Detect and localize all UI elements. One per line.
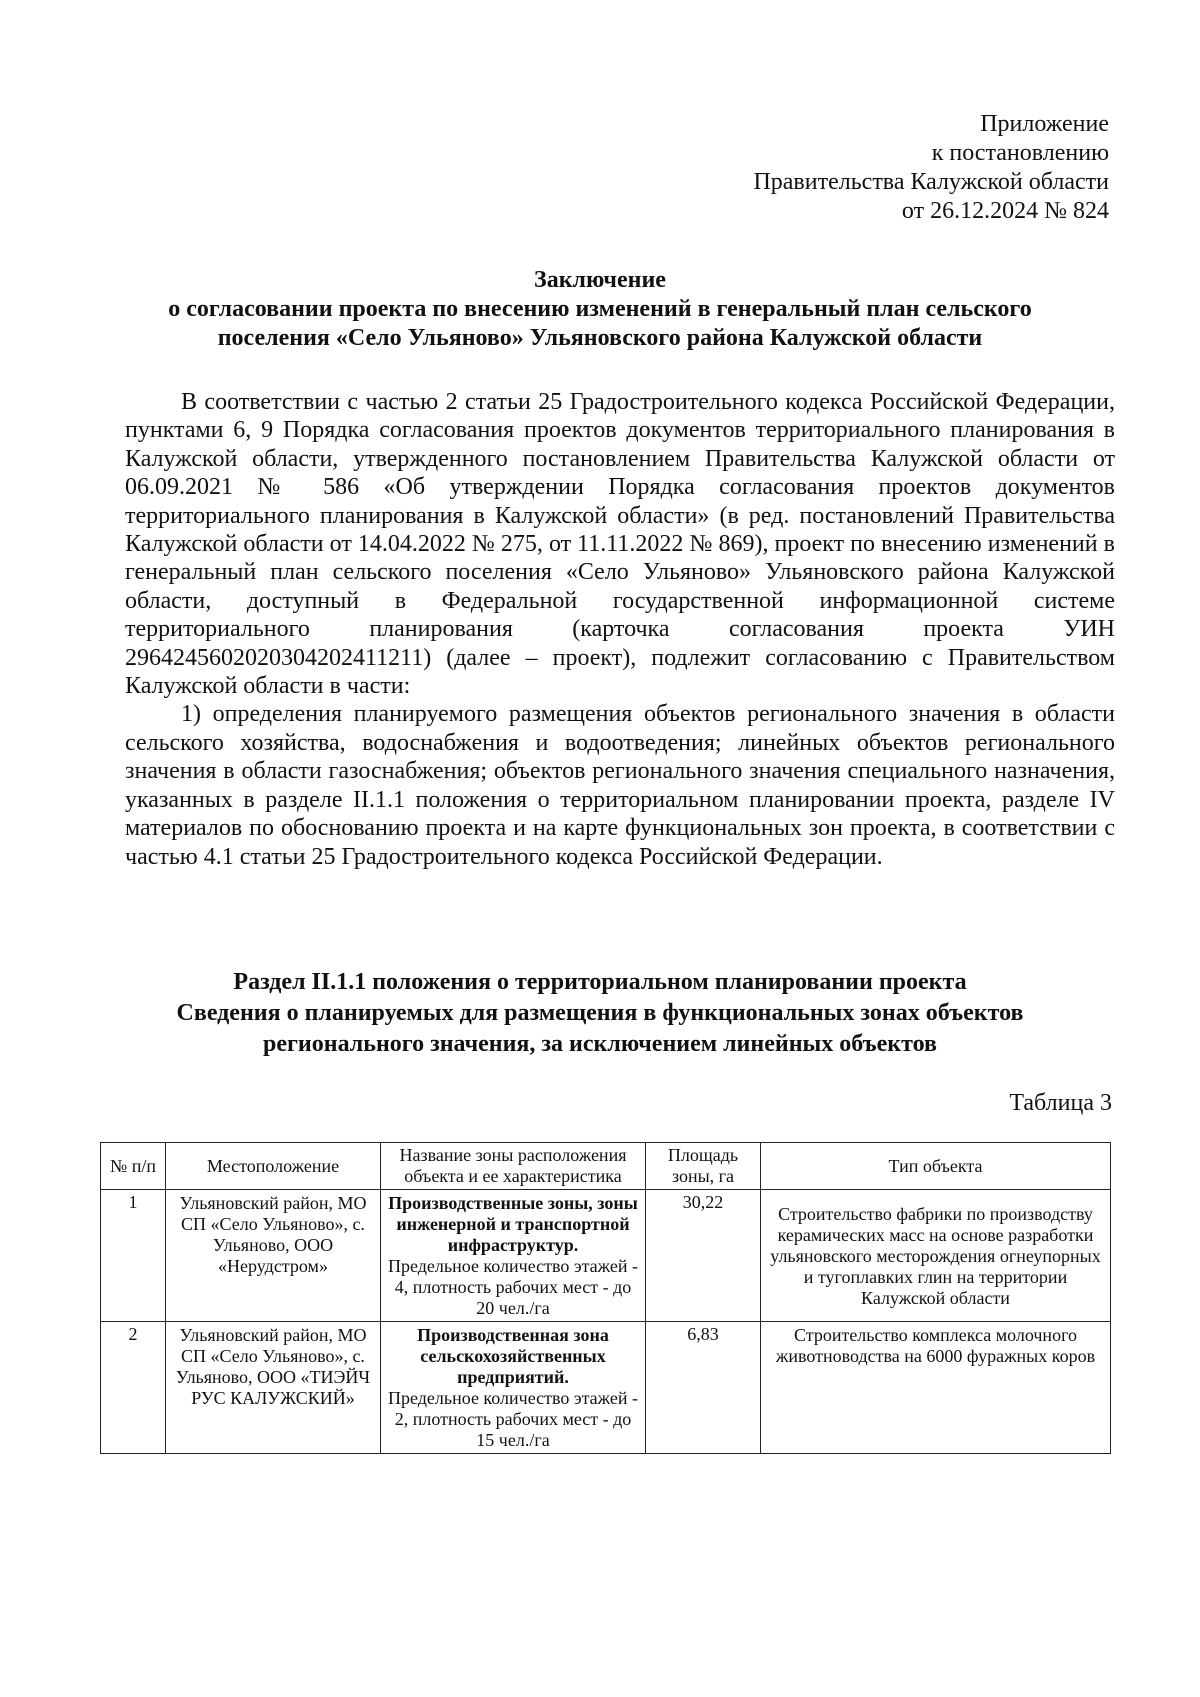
appendix-header xyxy=(589,110,1109,226)
cell-num: 1 xyxy=(101,1190,166,1322)
table-header-row xyxy=(101,1143,1111,1190)
cell-location: Ульяновский район, МО СП «Село Ульяново», с. Ульяново, ООО «ТИЭЙЧ РУС КАЛУЖСКИЙ» xyxy=(166,1322,381,1454)
cell-type: Строительство фабрики по производству керамических масс на основе разработки ульяновского месторождения огнеупорных и тугоплавких глин на территории Калужской области xyxy=(761,1190,1111,1322)
zone-name: Производственная зона сельскохозяйственных предприятий. xyxy=(417,1325,609,1387)
header-location: Местоположение xyxy=(166,1143,381,1190)
document-title xyxy=(100,266,1100,353)
cell-zone xyxy=(381,1322,646,1454)
table-row xyxy=(101,1190,1111,1322)
zone-name: Производственные зоны, зоны инженерной и транспортной инфраструктур. xyxy=(388,1193,638,1255)
zone-description: Предельное количество этажей - 2, плотность рабочих мест - до 15 чел./га xyxy=(388,1388,638,1450)
document-body xyxy=(125,388,1115,871)
title-line: поселения «Село Ульяново» Ульяновского района Калужской области xyxy=(217,325,983,351)
header-type: Тип объекта xyxy=(761,1143,1111,1190)
cell-zone xyxy=(381,1190,646,1322)
appendix-line: Правительства Калужской области xyxy=(753,169,1109,195)
title-line: Заключение xyxy=(534,267,666,293)
header-area: Площадь зоны, га xyxy=(646,1143,761,1190)
zone-description: Предельное количество этажей - 4, плотность рабочих мест - до 20 чел./га xyxy=(388,1256,638,1318)
appendix-line: к постановлению xyxy=(931,140,1109,166)
header-zone: Название зоны расположения объекта и ее характеристика xyxy=(381,1143,646,1190)
cell-area: 30,22 xyxy=(646,1190,761,1322)
cell-num: 2 xyxy=(101,1322,166,1454)
table-row xyxy=(101,1322,1111,1454)
cell-type: Строительство комплекса молочного животноводства на 6000 фуражных коров xyxy=(761,1322,1111,1454)
appendix-line: Приложение xyxy=(980,111,1109,137)
appendix-date-number: от 26.12.2024 № 824 xyxy=(901,198,1109,224)
title-line: о согласовании проекта по внесению изменений в генеральный план сельского xyxy=(168,296,1032,322)
cell-area: 6,83 xyxy=(646,1322,761,1454)
section-line: Сведения о планируемых для размещения в функциональных зонах объектов xyxy=(176,1000,1024,1026)
body-paragraph: 1) определения планируемого размещения объектов регионального значения в области сельского хозяйства, водоснабжения и водоотведения; линейных объектов регионального значения в области газоснабжения; объектов регионального значения специального назначения, указанных в разделе II.1.1 положения о территориальном планировании проекта, разделе IV материалов по обоснованию проекта и на карте функциональных зон проекта, в соответствии с частью 4.1 статьи 25 Градостроительного кодекса Российской Федерации. xyxy=(125,701,1115,870)
cell-location: Ульяновский район, МО СП «Село Ульяново», с. Ульяново, ООО «Нерудстром» xyxy=(166,1190,381,1322)
header-num: № п/п xyxy=(101,1143,166,1190)
table-caption: Таблица 3 xyxy=(1009,1090,1112,1116)
body-paragraph: В соответствии с частью 2 статьи 25 Градостроительного кодекса Российской Федерации, пунктами 6, 9 Порядка согласования проектов документов территориального планирования в Калужской области, утвержденного постановлением Правительства Калужской области от 06.09.2021 № 586 «Об утверждении Порядка согласования проектов документов территориального планирования в Калужской области» (в ред. постановлений Правительства Калужской области от 14.04.2022 № 275, от 11.11.2022 № 869), проект по внесению изменений в генеральный план сельского поселения «Село Ульяново» Ульяновского района Калужской области, доступный в Федеральной государственной информационной системе территориального планирования (карточка согласования проекта УИН 296424560202030420241121​1) (далее – проект), подлежит согласованию с Правительством Калужской области в части: xyxy=(125,389,1115,700)
section-line: регионального значения, за исключением линейных объектов xyxy=(263,1031,937,1057)
section-line: Раздел II.1.1 положения о территориальном планировании проекта xyxy=(233,969,967,995)
section-heading xyxy=(100,967,1100,1060)
objects-table xyxy=(100,1142,1111,1454)
